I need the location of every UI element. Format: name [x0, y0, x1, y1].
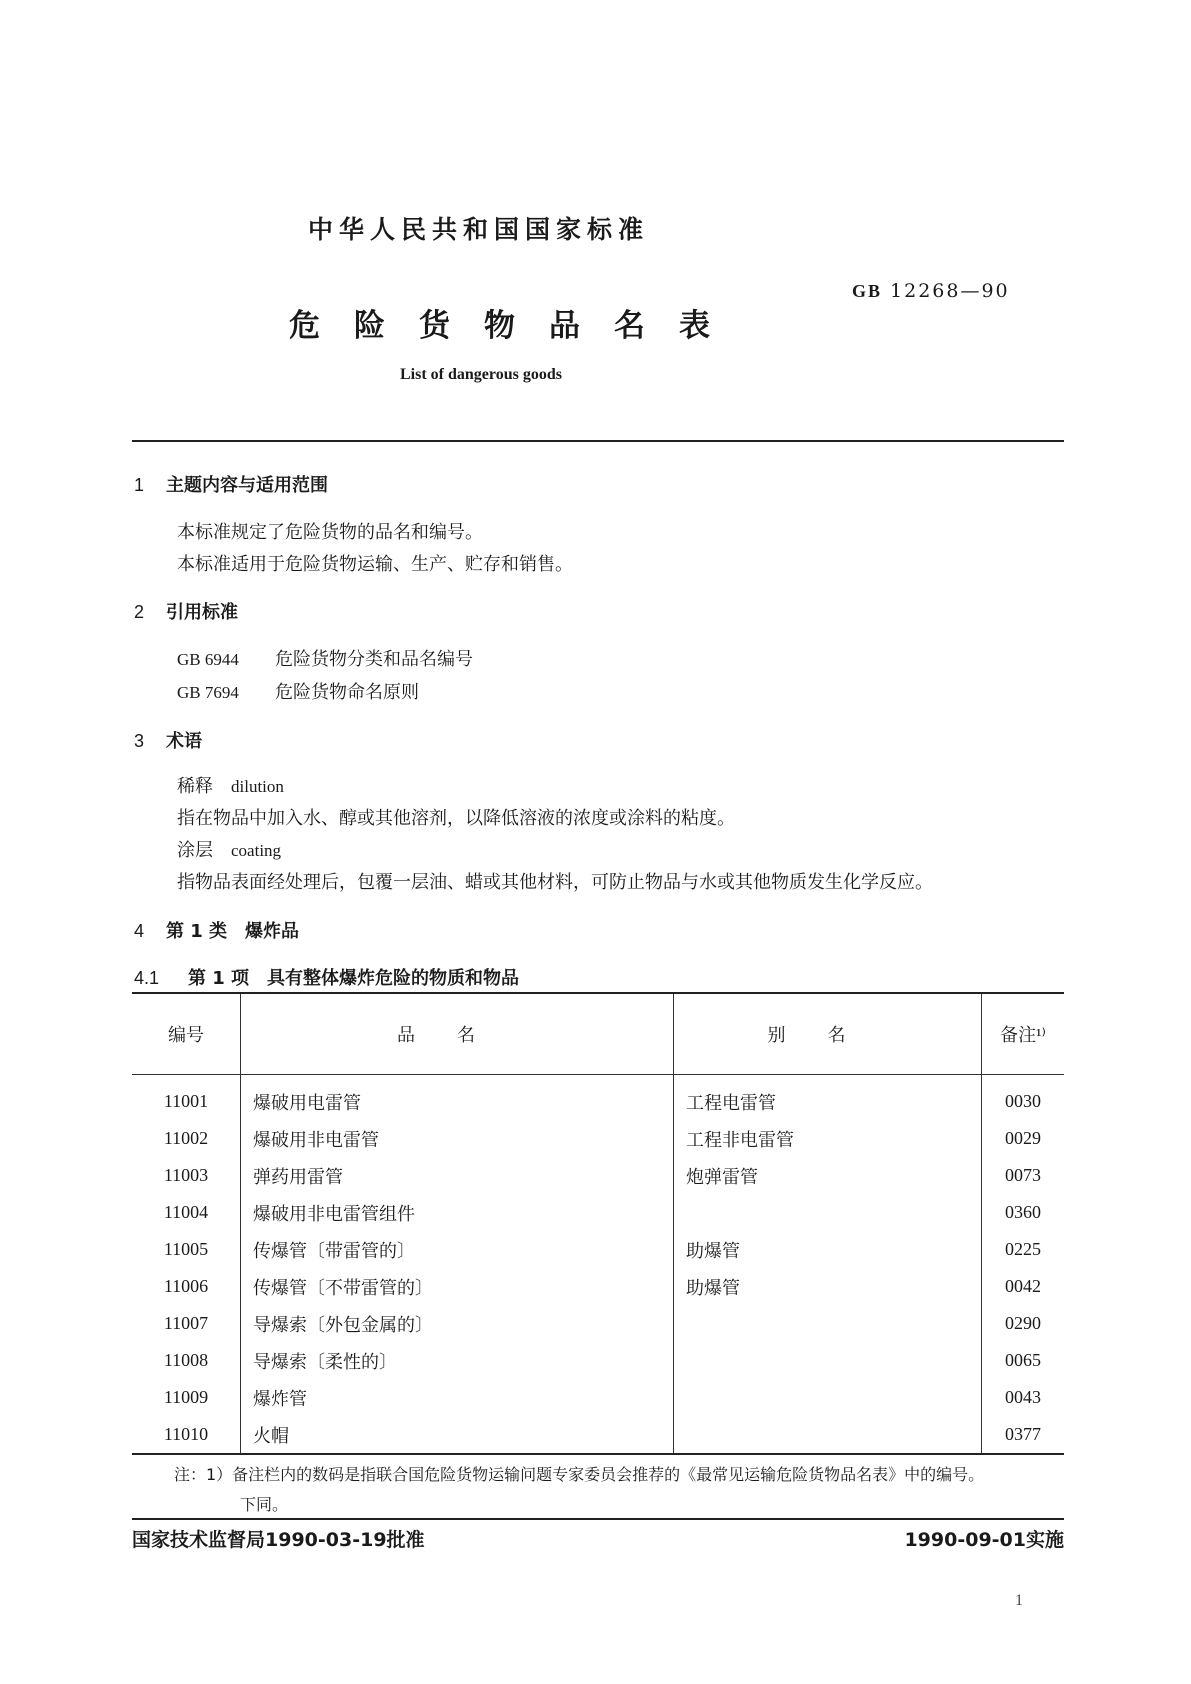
cell-note: 0029: [982, 1120, 1065, 1157]
term-heading: [177, 772, 284, 798]
header-name-label: 品名: [397, 1025, 517, 1046]
table-row: [132, 1120, 1064, 1157]
cell-note: 0360: [982, 1194, 1065, 1231]
cell-name: 导爆索〔柔性的〕: [241, 1342, 674, 1379]
document-title-english: List of dangerous goods: [400, 366, 562, 383]
section-4-1-heading: [134, 964, 519, 990]
cell-alias: [674, 1379, 982, 1416]
section-title: 术语: [166, 731, 202, 752]
footer-divider: [132, 1518, 1064, 1520]
cell-name: 爆破用非电雷管: [241, 1120, 674, 1157]
cell-note: 0043: [982, 1379, 1065, 1416]
term-definition: 指物品表面经处理后，包覆一层油、蜡或其他材料，可防止物品与水或其他物质发生化学反应。: [177, 872, 933, 893]
term-en: coating: [231, 841, 282, 860]
table-row: [132, 1194, 1064, 1231]
footnote-line-2: 下同。: [240, 1495, 289, 1514]
effective-date: 1990-09-01实施: [904, 1529, 1064, 1551]
cell-alias: [674, 1342, 982, 1379]
reference-code: GB 6944: [177, 650, 239, 669]
section-number: 4.1: [134, 968, 160, 988]
table-header-row: [132, 993, 1064, 1075]
cell-alias: 助爆管: [674, 1268, 982, 1305]
cell-alias: 工程非电雷管: [674, 1120, 982, 1157]
cell-note: 0042: [982, 1268, 1065, 1305]
reference-code: GB 7694: [177, 683, 239, 702]
cell-name: 传爆管〔带雷管的〕: [241, 1231, 674, 1268]
cell-alias: 助爆管: [674, 1231, 982, 1268]
term-cn: 涂层: [177, 840, 213, 861]
cell-alias: [674, 1194, 982, 1231]
section-number: 3: [134, 731, 145, 751]
standard-code-prefix: GB: [852, 281, 883, 301]
cell-alias: [674, 1305, 982, 1342]
cell-name: 爆破用非电雷管组件: [241, 1194, 674, 1231]
cell-note: 0377: [982, 1416, 1065, 1454]
cell-code: 11008: [163, 1350, 209, 1370]
standard-number: [852, 280, 1010, 302]
term-heading: [177, 836, 281, 862]
approval-date: 国家技术监督局1990-03-19批准: [132, 1529, 425, 1551]
header-divider: [132, 440, 1064, 442]
cell-alias: [674, 1416, 982, 1454]
table-row: [132, 1342, 1064, 1379]
section-1-heading: [134, 471, 328, 497]
section-title: 主题内容与适用范围: [166, 475, 328, 496]
term-definition: 指在物品中加入水、醇或其他溶剂，以降低溶液的浓度或涂料的粘度。: [177, 808, 735, 829]
cell-name: 导爆索〔外包金属的〕: [241, 1305, 674, 1342]
cell-code: 11003: [163, 1165, 209, 1185]
term-en: dilution: [231, 777, 284, 796]
cell-code: 11010: [132, 1416, 241, 1454]
reference-title: 危险货物分类和品名编号: [275, 649, 473, 670]
cell-name: 传爆管〔不带雷管的〕: [241, 1268, 674, 1305]
section-number: 4: [134, 921, 145, 941]
table-row: [132, 1305, 1064, 1342]
section-1-para-1: 本标准规定了危险货物的品名和编号。: [177, 522, 483, 543]
table-row: [132, 1075, 1064, 1121]
section-number: 1: [134, 475, 145, 495]
standard-code: 12268—90: [890, 280, 1010, 302]
header-alias-label: 别名: [767, 1025, 888, 1046]
cell-alias: 工程电雷管: [674, 1075, 982, 1121]
cell-name: 爆破用电雷管: [241, 1075, 674, 1121]
section-title: 引用标准: [166, 602, 238, 623]
section-3-heading: [134, 727, 202, 753]
term-cn: 稀释: [177, 776, 213, 797]
cell-code: 11009: [163, 1387, 209, 1407]
header-alias: [674, 993, 982, 1075]
section-1-para-2: 本标准适用于危险货物运输、生产、贮存和销售。: [177, 554, 573, 575]
cell-code: 11004: [163, 1202, 209, 1222]
table-row: [132, 1268, 1064, 1305]
cell-name: 火帽: [241, 1416, 674, 1454]
cell-note: 0225: [982, 1231, 1065, 1268]
section-title: 第 1 项 具有整体爆炸危险的物质和物品: [188, 968, 520, 989]
cell-name: 弹药用雷管: [241, 1157, 674, 1194]
table-row: [132, 1416, 1064, 1454]
cell-code: 11001: [163, 1091, 209, 1111]
table-row: [132, 1231, 1064, 1268]
header-note: 备注¹⁾: [982, 993, 1065, 1075]
reference-item: [177, 678, 419, 704]
cell-alias: 炮弹雷管: [674, 1157, 982, 1194]
section-title: 第 1 类 爆炸品: [166, 921, 300, 942]
national-standard-heading: 中华人民共和国国家标准: [308, 215, 650, 244]
cell-note: 0065: [982, 1342, 1065, 1379]
footnote-line-1: 注：1）备注栏内的数码是指联合国危险货物运输问题专家委员会推荐的《最常见运输危险货物品名表》中的编号。: [174, 1465, 985, 1484]
cell-name: 爆炸管: [241, 1379, 674, 1416]
table-footnote: [174, 1460, 1074, 1520]
page-number: 1: [1015, 1592, 1023, 1609]
reference-title: 危险货物命名原则: [275, 682, 419, 703]
header-code: 编号: [132, 993, 241, 1075]
cell-note: 0290: [982, 1305, 1065, 1342]
header-name: [241, 993, 674, 1075]
section-2-heading: [134, 598, 238, 624]
cell-note: 0073: [982, 1157, 1065, 1194]
cell-note: 0030: [982, 1075, 1065, 1121]
section-4-heading: [134, 917, 299, 943]
document-title: 危险货物品名表: [289, 308, 744, 344]
reference-item: [177, 645, 473, 671]
cell-code: 11005: [163, 1239, 209, 1259]
table-row: [132, 1379, 1064, 1416]
cell-code: 11007: [163, 1313, 209, 1333]
cell-code: 11002: [163, 1128, 209, 1148]
dangerous-goods-table: [132, 992, 1064, 1455]
table-row: [132, 1157, 1064, 1194]
section-number: 2: [134, 602, 145, 622]
cell-code: 11006: [163, 1276, 209, 1296]
